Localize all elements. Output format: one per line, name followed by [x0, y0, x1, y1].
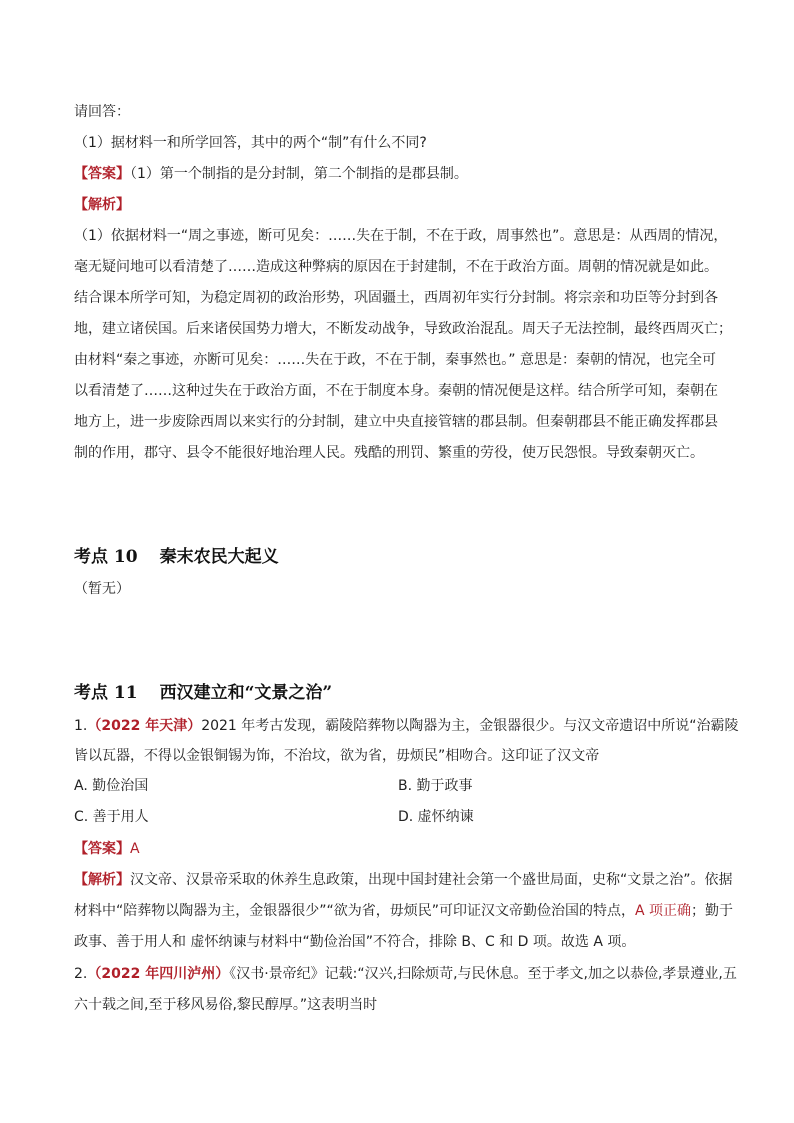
- analysis-line: 毫无疑问地可以看清楚了……造成这种弊病的原因在于封建制，不在于政治方面。周朝的情况就是如此。: [74, 259, 718, 275]
- analysis-line: 地，建立诸侯国。后来诸侯国势力增大，不断发动战争，导致政治混乱。周天子无法控制，最终西周灭亡；: [74, 321, 732, 337]
- question-stem-line: 皆以瓦器，不得以金银铜锡为饰，不治坟，欲为省，毋烦民”相吻合。这印证了汉文帝: [74, 748, 600, 764]
- section-heading-kaodian11: [74, 678, 332, 703]
- analysis-line: 制的作用，郡守、县令不能很好地治理人民。残酷的刑罚、繁重的劳役，使万民怨恨。导致秦朝灭亡。: [74, 445, 704, 461]
- question-source: （2022 年四川泸州）: [87, 966, 230, 982]
- answer-text: （1）第一个制指的是分封制，第二个制指的是郡县制。: [130, 166, 468, 182]
- analysis-line: 结合课本所学可知，为稳定周初的政治形势，巩固疆土，西周初年实行分封制。将宗亲和功臣等分封到各: [74, 290, 718, 306]
- analysis-line: [74, 896, 734, 927]
- analysis-line: （1）依据材料一“周之事迹，断可见矣：……失在于制，不在于政，周事然也”。意思是：从西周的情况，: [74, 228, 728, 244]
- analysis-tag: [74, 190, 734, 221]
- question-index: 2.: [74, 966, 88, 982]
- heading-number: 考点 11: [74, 683, 138, 703]
- analysis-text: 材料中“陪葬物以陶器为主，金银器很少”“欲为省，毋烦民”可印证汉文帝勤俭治国的特点，: [74, 903, 636, 919]
- analysis-line: 政事、善于用人和 虚怀纳谏与材料中“勤俭治国”不符合，排除 B、C 和 D 项。故选 A 项。: [74, 934, 636, 950]
- prompt-text: 请回答：: [74, 104, 130, 120]
- question-stem-text: 《汉书·景帝纪》记载:“汉兴,扫除烦苛,与民休息。至于孝文,加之以恭俭,孝景遵业,五: [229, 966, 737, 982]
- question-stem: [74, 711, 739, 742]
- analysis-line: 地方上，进一步废除西周以来实行的分封制，建立中央直接管辖的郡县制。但秦朝郡县不能正确发挥郡县: [74, 414, 718, 430]
- analysis-tag: 【解析】: [74, 872, 130, 888]
- heading-title: 西汉建立和“文景之治”: [159, 683, 333, 703]
- heading-number: 考点 10: [74, 547, 138, 567]
- answer-value: A: [130, 841, 140, 857]
- option-c: C. 善于用人: [74, 809, 149, 825]
- option-d: D. 虚怀纳谏: [398, 809, 474, 825]
- analysis-tag-label: 【解析】: [74, 197, 130, 213]
- question-stem-line: 六十载之间,至于移风易俗,黎民醇厚。”这表明当时: [74, 997, 378, 1013]
- question-source: （2022 年天津）: [87, 718, 202, 734]
- question-1: （1）据材料一和所学回答，其中的两个“制”有什么不同?: [74, 135, 427, 151]
- answer-tag: 【答案】: [74, 841, 130, 857]
- question-stem: [74, 959, 737, 990]
- kaodian10-note: （暂无）: [74, 581, 130, 597]
- analysis-highlight: A 项正确: [635, 903, 692, 919]
- heading-title: 秦末农民大起义: [159, 547, 279, 567]
- analysis-line: [74, 865, 734, 896]
- option-a: A. 勤俭治国: [74, 778, 149, 794]
- analysis-text: 汉文帝、汉景帝采取的休养生息政策，出现中国封建社会第一个盛世局面，史称“文景之治”。依据: [130, 872, 733, 888]
- option-b: B. 勤于政事: [398, 778, 473, 794]
- analysis-line: 以看清楚了……这种过失在于政治方面，不在于制度本身。秦朝的情况便是这样。结合所学可知，秦朝在: [74, 383, 718, 399]
- answer-tag: 【答案】: [74, 166, 130, 182]
- answer-line: [74, 159, 734, 190]
- answer-line: [74, 834, 734, 865]
- analysis-line: 由材料“秦之事迹，亦断可见矣：……失在于政，不在于制，秦事然也。” 意思是：秦朝的情况，也完全可: [74, 352, 716, 368]
- analysis-text: ；勤于: [691, 903, 734, 919]
- question-stem-text: 2021 年考古发现，霸陵陪葬物以陶器为主，金银器很少。与汉文帝遗诏中所说“治霸陵: [201, 718, 739, 734]
- question-index: 1.: [74, 718, 88, 734]
- section-heading-kaodian10: [74, 542, 279, 567]
